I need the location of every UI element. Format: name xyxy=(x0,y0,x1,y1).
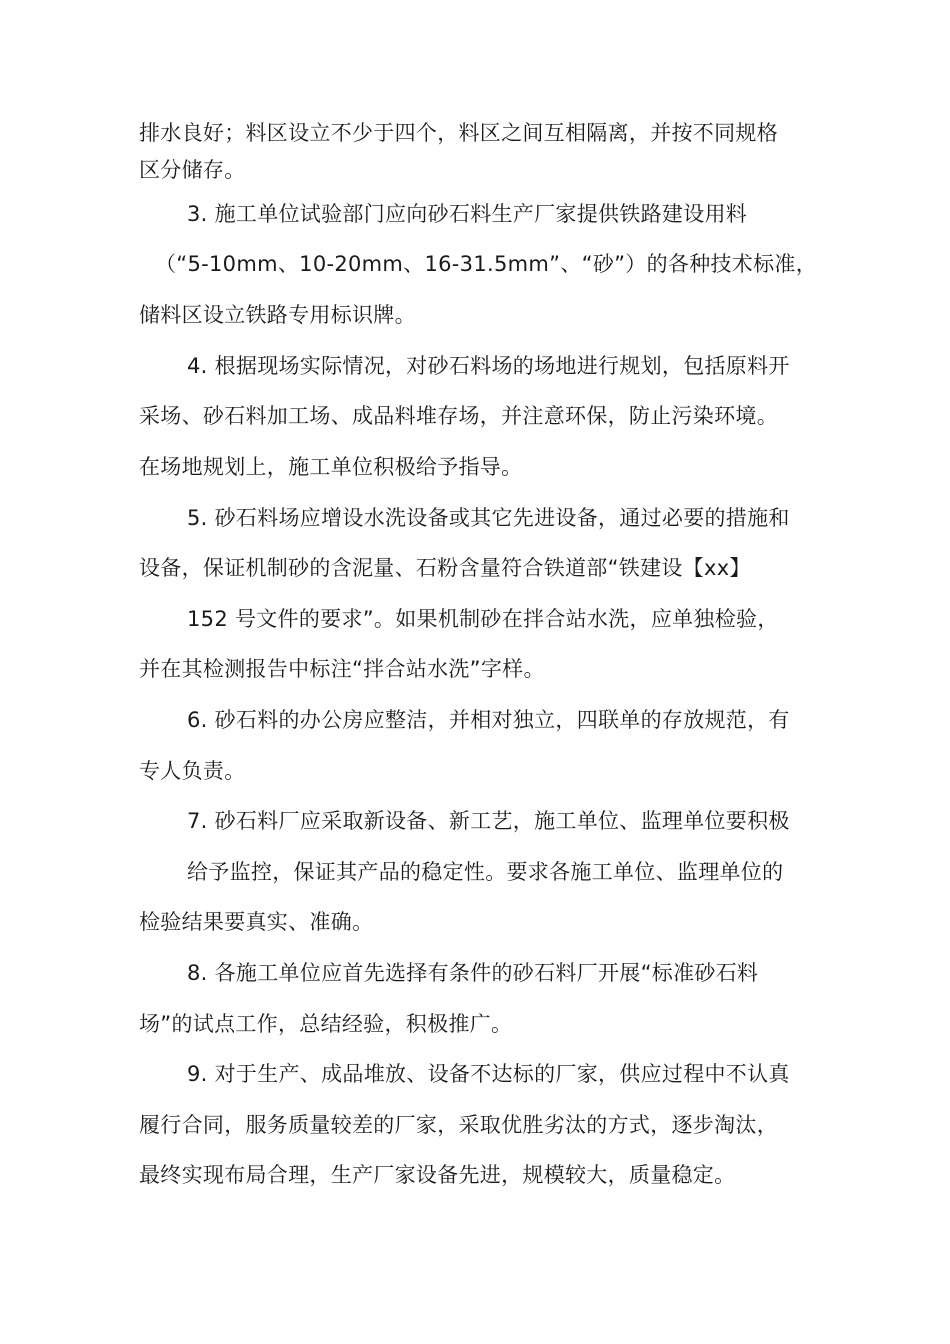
text-line: 给予监控，保证其产品的稳定性。要求各施工单位、监理单位的 xyxy=(187,860,784,884)
paragraph-8-line: 8. 各施工单位应首先选择有条件的砂石料厂开展“标准砂石料 xyxy=(187,961,759,985)
text-line: 并在其检测报告中标注“拌合站水洗”字样。 xyxy=(139,657,545,681)
paragraph-5-line: 5. 砂石料场应增设水洗设备或其它先进设备，通过必要的措施和 xyxy=(187,506,790,530)
text-line: 区分储存。 xyxy=(139,158,246,182)
text-line: 检验结果要真实、准确。 xyxy=(139,910,374,934)
text-line: 履行合同，服务质量较差的厂家，采取优胜劣汰的方式，逐步淘汰， xyxy=(139,1113,778,1137)
text-line: 储料区设立铁路专用标识牌。 xyxy=(139,303,416,327)
text-line: 采场、砂石料加工场、成品料堆存场，并注意环保，防止污染环境。 xyxy=(139,404,778,428)
text-line: 设备，保证机制砂的含泥量、石粉含量符合铁道部“铁建设【xx】 xyxy=(139,556,751,580)
text-line: 152 号文件的要求”。如果机制砂在拌合站水洗，应单独检验， xyxy=(187,607,779,631)
text-line: 场”的试点工作，总结经验，积极推广。 xyxy=(139,1012,513,1036)
paragraph-7-line: 7. 砂石料厂应采取新设备、新工艺，施工单位、监理单位要积极 xyxy=(187,809,790,833)
text-line: 排水良好；料区设立不少于四个，料区之间互相隔离，并按不同规格 xyxy=(139,121,778,145)
paragraph-9-line: 9. 对于生产、成品堆放、设备不达标的厂家，供应过程中不认真 xyxy=(187,1062,790,1086)
text-line: （“5-10mm、10-20mm、16-31.5mm”、“砂”）的各种技术标准， xyxy=(155,252,817,276)
paragraph-4-line: 4. 根据现场实际情况，对砂石料场的场地进行规划，包括原料开 xyxy=(187,354,790,378)
text-line: 专人负责。 xyxy=(139,759,246,783)
paragraph-3-line: 3. 施工单位试验部门应向砂石料生产厂家提供铁路建设用料 xyxy=(187,202,748,226)
text-line: 最终实现布局合理，生产厂家设备先进，规模较大，质量稳定。 xyxy=(139,1163,736,1187)
paragraph-6-line: 6. 砂石料的办公房应整洁，并相对独立，四联单的存放规范，有 xyxy=(187,708,790,732)
text-line: 在场地规划上，施工单位积极给予指导。 xyxy=(139,455,523,479)
